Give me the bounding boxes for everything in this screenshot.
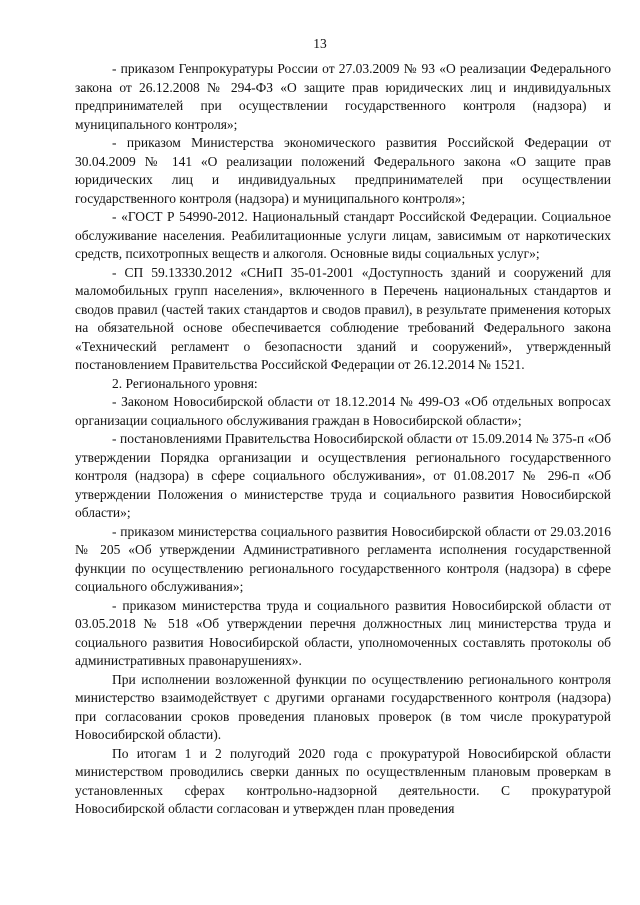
paragraph-government-resolutions: - постановлениями Правительства Новосибирской области от 15.09.2014 № 375-п «Об утверждении Порядка организации и осуществления регионального государственного контроля (надзора) в сфере социального обслуживания», от 01.08.2017 № 296-п «Об утверждении Положения о министерстве труда и социального развития Новосибирской области»; (75, 431, 611, 520)
paragraph-sp-snip: - СП 59.13330.2012 «СНиП 35-01-2001 «Доступность зданий и сооружений для маломобильных групп населения», включенного в Перечень национальных стандартов и сводов правил (частей таких стандартов и сводов правил), в результате применения которых на обязательной основе обеспечивается соблюдение требований Федерального закона «Технический регламент о безопасности зданий и сооружений», утвержденный постановлением Правительства Российской Федерации от 26.12.2014 № 1521. (75, 264, 611, 372)
paragraph-gost: - «ГОСТ Р 54990-2012. Национальный стандарт Российской Федерации. Социальное обслуживание населения. Реабилитационные услуги лицам, зависимым от наркотических средств, психотропных веществ и алкоголя. Основные виды социальных услуг»; (75, 209, 611, 261)
paragraph-genprokuratura-order: - приказом Генпрокуратуры России от 27.03.2009 № 93 «О реализации Федерального закона от 26.12.2008 № 294-ФЗ «О защите прав юридических лиц и индивидуальных предпринимателей при осуществлении государственного контроля (надзора) и муниципального контроля»; (75, 61, 611, 132)
paragraph-regional-level-heading: 2. Регионального уровня: (112, 375, 258, 391)
paragraph-regional-law: - Законом Новосибирской области от 18.12.2014 № 499-ОЗ «Об отдельных вопросах организации социального обслуживания граждан в Новосибирской области»; (75, 394, 611, 428)
page-number: 13 (313, 36, 327, 51)
document-body (75, 60, 611, 819)
paragraph-ministry-order-518: - приказом министерства труда и социального развития Новосибирской области от 03.05.2018 № 518 «Об утверждении перечня должностных лиц министерства труда и социального развития Новосибирской области, уполномоченных составлять протоколы об административных правонарушениях». (75, 597, 611, 668)
paragraph-results-2020: По итогам 1 и 2 полугодий 2020 года с прокуратурой Новосибирской области министерством проводились сверки данных по осуществленным плановым проверкам в установленных сферах контрольно-надзорной деятельности. С прокуратурой Новосибирской области согласован и утвержден план проведения (75, 745, 611, 816)
paragraph-ministry-order-205: - приказом министерства социального развития Новосибирской области от 29.03.2016 № 205 «Об утверждении Административного регламента исполнения государственной функции по осуществлению регионального государственного контроля (надзора) в сфере социального обслуживания»; (75, 523, 611, 594)
paragraph-ministry-economic-order: - приказом Министерства экономического развития Российской Федерации от 30.04.2009 № 141 «О реализации положений Федерального закона «О защите прав юридических лиц и индивидуальных предпринимателей при осуществлении государственного контроля (надзора) и муниципального контроля»; (75, 135, 611, 206)
paragraph-interaction: При исполнении возложенной функции по осуществлению регионального контроля министерство взаимодействует с другими органами государственного контроля (надзора) при согласовании сроков проведения плановых проверок (в том числе прокуратурой Новосибирской области). (75, 671, 611, 742)
